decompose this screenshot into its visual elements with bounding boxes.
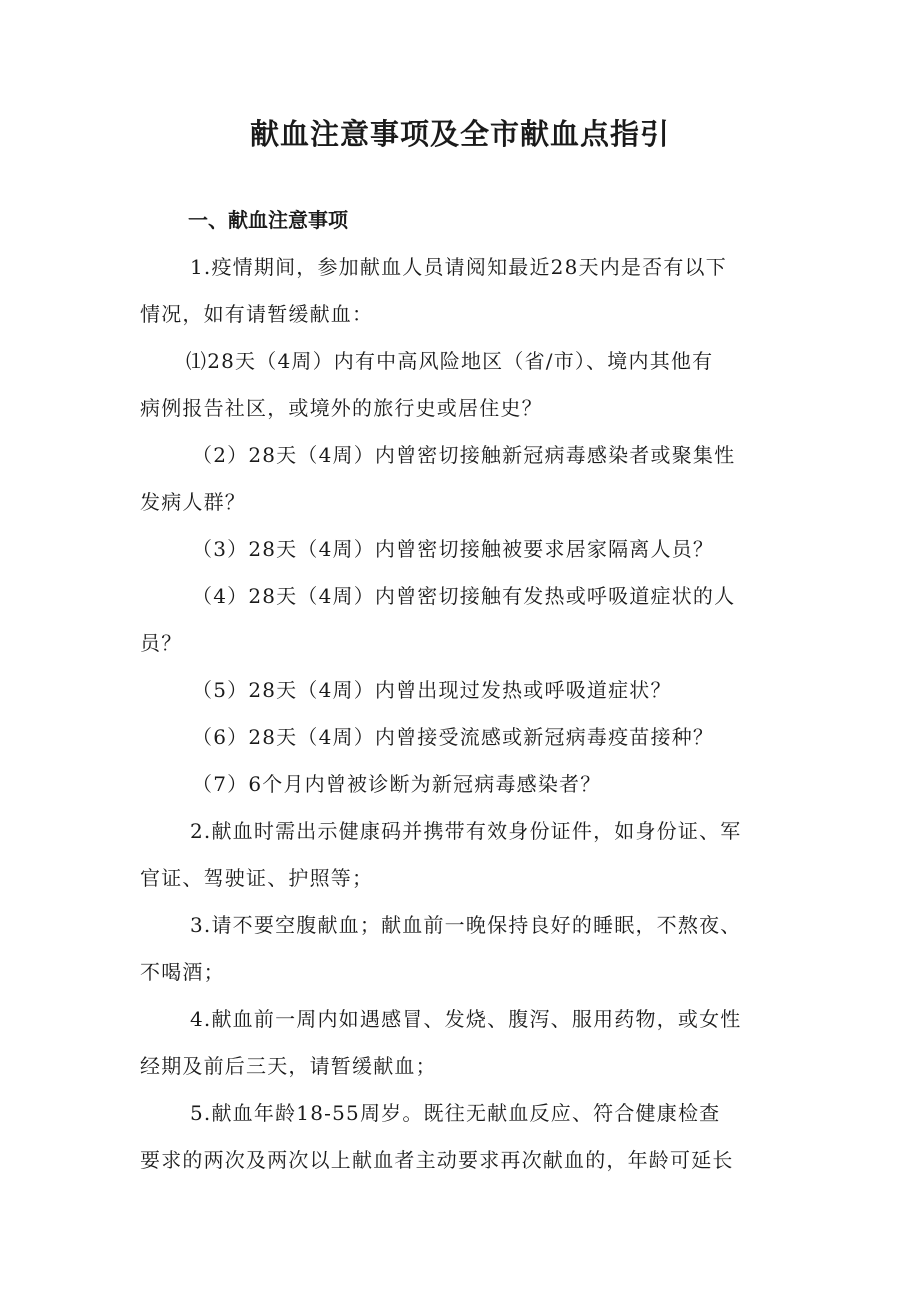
body-line: （4）28天（4周）内曾密切接触有发热或呼吸道症状的人: [192, 584, 736, 608]
body-line: 官证、驾驶证、护照等；: [140, 866, 374, 890]
section-heading: 一、献血注意事项: [188, 208, 348, 232]
body-line: 情况，如有请暂缓献血：: [140, 302, 374, 326]
page-title: 献血注意事项及全市献血点指引: [249, 117, 670, 151]
body-line: 4.献血前一周内如遇感冒、发烧、腹泻、服用药物，或女性: [190, 1007, 742, 1031]
body-paragraphs: [140, 244, 800, 1184]
body-line: 5.献血年龄18-55周岁。既往无献血反应、符合健康检查: [190, 1101, 721, 1125]
body-line: 3.请不要空腹献血；献血前一晚保持良好的睡眠，不熬夜、: [190, 913, 742, 937]
body-line: 员？: [140, 631, 183, 655]
body-line: 1.疫情期间，参加献血人员请阅知最近28天内是否有以下: [190, 255, 727, 279]
body-line: （5）28天（4周）内曾出现过发热或呼吸道症状？: [192, 678, 672, 702]
body-line: 要求的两次及两次以上献血者主动要求再次献血的，年龄可延长: [140, 1148, 734, 1172]
body-line: ⑴28天（4周）内有中高风险地区（省/市）、境内其他有: [186, 349, 714, 373]
body-line: （6）28天（4周）内曾接受流感或新冠病毒疫苗接种？: [192, 725, 715, 749]
body-line: 病例报告社区，或境外的旅行史或居住史？: [140, 396, 543, 420]
body-line: （7）6个月内曾被诊断为新冠病毒感染者？: [192, 772, 602, 796]
body-line: 不喝酒；: [140, 960, 225, 984]
body-line: 2.献血时需出示健康码并携带有效身份证件，如身份证、军: [190, 819, 742, 843]
body-line: （2）28天（4周）内曾密切接触新冠病毒感染者或聚集性: [192, 443, 736, 467]
body-line: 经期及前后三天，请暂缓献血；: [140, 1054, 437, 1078]
body-line: 发病人群？: [140, 490, 246, 514]
body-line: （3）28天（4周）内曾密切接触被要求居家隔离人员？: [192, 537, 715, 561]
